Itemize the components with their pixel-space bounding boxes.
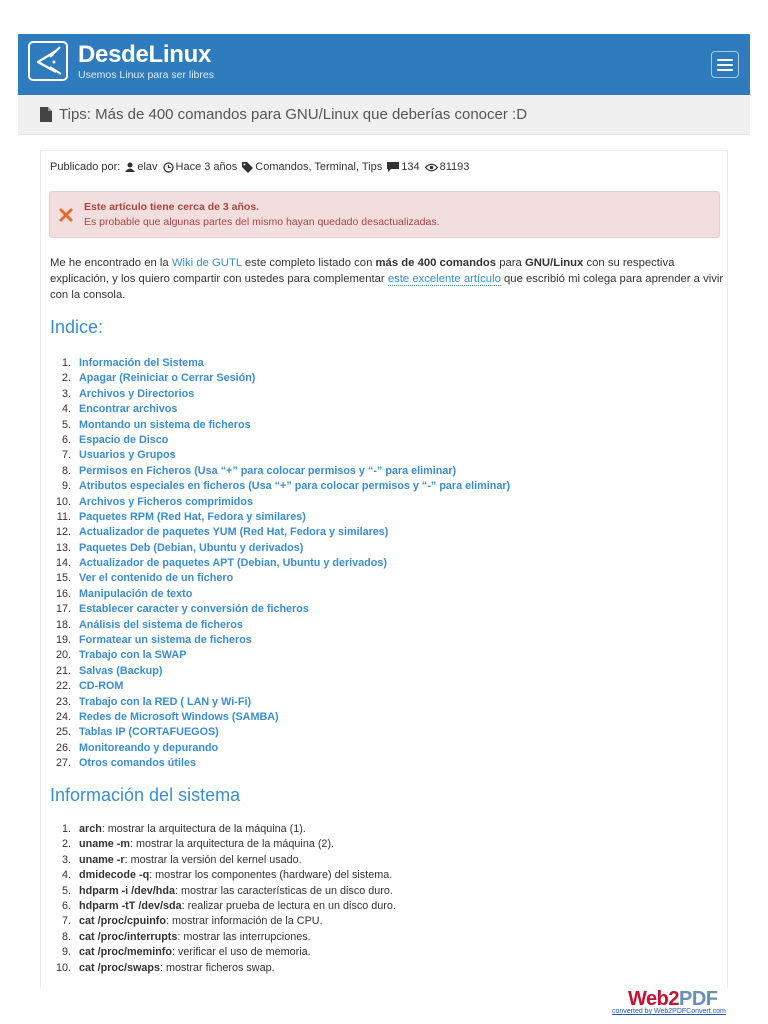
eye-icon xyxy=(425,163,438,172)
site-logo[interactable] xyxy=(28,41,214,81)
close-x-icon xyxy=(57,206,75,224)
toc-link[interactable]: Paquetes Deb (Debian, Ubuntu y derivados) xyxy=(79,541,304,554)
toc-link[interactable]: Salvas (Backup) xyxy=(79,664,163,677)
menu-toggle-button[interactable] xyxy=(711,51,739,78)
gutl-wiki-link[interactable]: Wiki de GUTL xyxy=(171,257,242,269)
toc-number: 21. xyxy=(55,664,71,677)
command-item xyxy=(50,945,396,960)
index-heading: Indice: xyxy=(50,317,104,337)
command-name: uname -r xyxy=(79,853,125,866)
article-content xyxy=(40,150,728,988)
toc-link[interactable]: Formatear un sistema de ficheros xyxy=(79,634,252,647)
hamburger-icon xyxy=(717,59,733,61)
toc-number: 15. xyxy=(55,572,71,585)
command-item xyxy=(50,899,396,914)
tag-icon xyxy=(242,162,253,173)
toc-item xyxy=(50,371,510,386)
toc-item xyxy=(50,571,510,586)
command-item xyxy=(50,868,396,883)
desdelinux-logo-icon xyxy=(28,41,68,81)
command-name: cat /proc/meminfo xyxy=(79,946,172,959)
toc-link[interactable]: Ver el contenido de un fichero xyxy=(79,572,234,585)
toc-link[interactable]: Montando un sistema de ficheros xyxy=(79,418,251,431)
command-description: : realizar prueba de lectura en un disco duro. xyxy=(181,899,396,912)
command-number: 4. xyxy=(61,869,71,882)
toc-number: 24. xyxy=(55,710,71,723)
toc-number: 22. xyxy=(55,680,71,693)
toc-item xyxy=(50,587,510,602)
command-name: arch xyxy=(79,823,102,835)
clock-icon xyxy=(163,162,174,173)
toc-link[interactable]: Paquetes RPM (Red Hat, Fedora y similares) xyxy=(79,510,306,523)
toc-link[interactable]: Manipulación de texto xyxy=(79,587,193,600)
command-name: dmidecode -q xyxy=(79,869,150,882)
toc-number: 6. xyxy=(61,433,71,446)
toc-link[interactable]: Trabajo con la SWAP xyxy=(79,649,187,662)
command-item xyxy=(50,853,396,868)
command-item xyxy=(50,914,396,929)
command-item xyxy=(50,961,396,976)
outdated-alert xyxy=(49,191,720,238)
toc-number: 13. xyxy=(55,541,71,554)
post-meta xyxy=(50,161,469,173)
command-name: uname -m xyxy=(79,838,130,851)
toc-item xyxy=(50,695,510,710)
post-title-bar xyxy=(18,95,750,135)
toc-number: 20. xyxy=(55,649,71,662)
toc-number: 27. xyxy=(55,757,71,770)
toc-link[interactable]: Actualizador de paquetes YUM (Red Hat, Fedora y similares) xyxy=(79,526,389,539)
document-icon xyxy=(40,107,52,122)
toc-item xyxy=(50,387,510,402)
command-description: : mostrar las características de un disco duro. xyxy=(175,884,393,897)
user-icon xyxy=(125,162,135,172)
command-description: : mostrar información de la CPU. xyxy=(165,915,323,928)
toc-item xyxy=(50,664,510,679)
toc-item xyxy=(50,602,510,617)
toc-item xyxy=(50,356,510,371)
toc-item xyxy=(50,741,510,756)
toc-number: 10. xyxy=(55,495,71,508)
command-name: cat /proc/swaps xyxy=(79,961,161,974)
toc-number: 1. xyxy=(61,357,71,369)
toc-link[interactable]: Permisos en Ficheros (Usa “+” para colocar permisos y “-” para eliminar) xyxy=(79,464,457,477)
toc-number: 14. xyxy=(55,557,71,570)
command-description: : mostrar ficheros swap. xyxy=(160,961,275,974)
toc-link[interactable]: Establecer caracter y conversión de ficheros xyxy=(79,603,309,616)
toc-number: 4. xyxy=(61,403,71,416)
comment-count[interactable]: 134 xyxy=(401,161,420,173)
alert-title: Este artículo tiene cerca de 3 años. xyxy=(84,201,260,213)
toc-link[interactable]: CD-ROM xyxy=(79,680,124,693)
toc-item xyxy=(50,556,510,571)
toc-item xyxy=(50,495,510,510)
toc-link[interactable]: Espacio de Disco xyxy=(79,433,169,446)
toc-item xyxy=(50,541,510,556)
toc-number: 16. xyxy=(55,587,71,600)
command-item xyxy=(50,884,396,899)
toc-item xyxy=(50,402,510,417)
toc-number: 2. xyxy=(61,372,71,385)
command-description: : mostrar las interrupciones. xyxy=(177,930,311,943)
page-title: Tips: Más de 400 comandos para GNU/Linux que deberías conocer :D xyxy=(59,106,528,123)
published-by-label: Publicado por: xyxy=(50,161,121,173)
toc-link[interactable]: Redes de Microsoft Windows (SAMBA) xyxy=(79,710,279,723)
toc-number: 25. xyxy=(55,726,71,739)
post-date: Hace 3 años xyxy=(175,161,238,173)
toc-link[interactable]: Trabajo con la RED ( LAN y Wi-Fi) xyxy=(79,695,252,708)
toc-number: 12. xyxy=(55,526,71,539)
web2pdf-watermark[interactable] xyxy=(610,988,748,1020)
command-name: hdparm -i /dev/hda xyxy=(79,884,175,897)
toc-number: 17. xyxy=(55,603,71,616)
command-number: 8. xyxy=(61,930,71,943)
web2pdf-caption[interactable]: converted by Web2PDFConvert.com xyxy=(612,1008,726,1015)
toc-link[interactable]: Apagar (Reiniciar o Cerrar Sesión) xyxy=(79,372,256,385)
site-tagline: Usemos Linux para ser libres xyxy=(78,68,214,81)
command-number: 9. xyxy=(61,946,71,959)
command-description: : mostrar la arquitectura de la máquina (1). xyxy=(101,823,306,835)
toc-link[interactable]: Otros comandos útiles xyxy=(79,757,196,770)
toc-item xyxy=(50,618,510,633)
toc-number: 8. xyxy=(61,464,71,477)
table-of-contents xyxy=(50,356,510,772)
toc-number: 3. xyxy=(61,387,71,400)
command-description: : mostrar la versión del kernel usado. xyxy=(124,853,302,866)
toc-link[interactable]: Monitoreando y depurando xyxy=(79,741,219,754)
toc-link[interactable]: Archivos y Directorios xyxy=(79,387,195,400)
web2pdf-logo: Web2PDF xyxy=(628,988,718,1010)
alert-message: Es probable que algunas partes del mismo hayan quedado desactualizadas. xyxy=(84,216,440,228)
toc-item xyxy=(50,633,510,648)
excellent-article-link[interactable]: este excelente artículo xyxy=(387,273,501,285)
command-number: 7. xyxy=(61,915,71,928)
toc-link[interactable]: Archivos y Ficheros comprimidos xyxy=(79,495,253,508)
command-number: 6. xyxy=(61,899,71,912)
command-number: 10. xyxy=(55,961,71,974)
toc-item xyxy=(50,525,510,540)
toc-item xyxy=(50,725,510,740)
toc-number: 9. xyxy=(61,480,71,493)
toc-link[interactable]: Atributos especiales en ficheros (Usa “+” para colocar permisos y “-” para eliminar) xyxy=(79,480,511,493)
site-header xyxy=(18,34,750,95)
toc-number: 18. xyxy=(55,618,71,631)
toc-number: 11. xyxy=(56,510,71,523)
comment-icon xyxy=(387,162,399,172)
toc-link[interactable]: Análisis del sistema de ficheros xyxy=(79,618,243,631)
command-name: cat /proc/cpuinfo xyxy=(79,915,166,928)
toc-item xyxy=(50,679,510,694)
command-number: 3. xyxy=(61,853,71,866)
toc-item xyxy=(50,464,510,479)
intro-paragraph: Me he encontrado en la Wiki de GUTL este completo listado con más de 400 comandos para GNU/Linux con su respectiva explicación, y los quiero compartir con ustedes para complementar este excelente artículo que escribió mi colega para aprender a vivir con la consola. xyxy=(50,257,724,301)
command-description: : mostrar los componentes (hardware) del sistema. xyxy=(149,869,393,882)
toc-number: 26. xyxy=(55,741,71,754)
command-item xyxy=(50,822,396,837)
toc-number: 7. xyxy=(61,449,71,462)
toc-item xyxy=(50,756,510,771)
toc-item xyxy=(50,418,510,433)
site-name: DesdeLinux xyxy=(78,40,212,68)
command-item xyxy=(50,837,396,852)
system-info-heading: Información del sistema xyxy=(50,785,241,805)
toc-number: 23. xyxy=(55,695,71,708)
toc-link[interactable]: Encontrar archivos xyxy=(79,403,178,416)
toc-item xyxy=(50,510,510,525)
author-link[interactable]: elav xyxy=(137,161,158,173)
post-tags[interactable]: Comandos, Terminal, Tips xyxy=(255,161,383,173)
toc-item xyxy=(50,433,510,448)
toc-item xyxy=(50,710,510,725)
toc-item xyxy=(50,479,510,494)
command-name: cat /proc/interrupts xyxy=(79,930,178,943)
command-description: : verificar el uso de memoria. xyxy=(172,946,311,959)
command-list xyxy=(50,822,396,976)
toc-item xyxy=(50,648,510,663)
toc-number: 19. xyxy=(55,634,71,647)
toc-link[interactable]: Actualizador de paquetes APT (Debian, Ubuntu y derivados) xyxy=(79,557,387,570)
toc-item xyxy=(50,448,510,463)
toc-number: 5. xyxy=(61,418,71,431)
toc-link[interactable]: Usuarios y Grupos xyxy=(79,449,176,462)
view-count: 81193 xyxy=(439,161,470,173)
command-description: : mostrar la arquitectura de la máquina (2). xyxy=(130,838,335,851)
command-name: hdparm -tT /dev/sda xyxy=(79,899,182,912)
toc-link[interactable]: Información del Sistema xyxy=(79,357,204,369)
command-number: 2. xyxy=(61,838,71,851)
toc-link[interactable]: Tablas IP (CORTAFUEGOS) xyxy=(79,726,219,739)
command-number: 1. xyxy=(61,823,71,835)
command-item xyxy=(50,930,396,945)
command-number: 5. xyxy=(61,884,71,897)
